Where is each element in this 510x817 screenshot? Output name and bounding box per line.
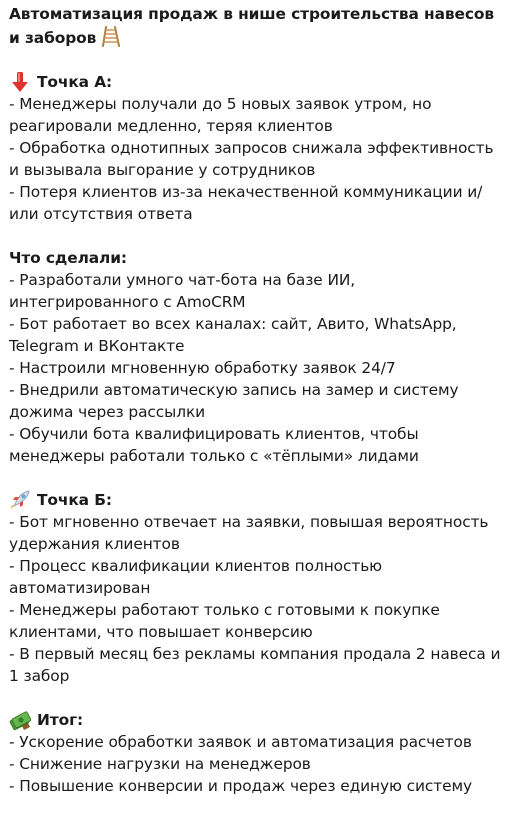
list-item: - Процесс квалификации клиентов полностью автоматизирован — [9, 557, 383, 597]
section-result — [9, 709, 504, 797]
list-item: - Менеджеры работают только с готовыми к покупке клиентами, что повышает конверсию — [9, 601, 440, 641]
section-what-done — [9, 247, 504, 467]
section-point-a-title: Точка А: — [37, 73, 113, 91]
list-item: - Разработали умного чат-бота на базе ИИ, интегрированного с AmoCRM — [9, 271, 356, 311]
section-result-heading — [9, 709, 504, 731]
list-item: - Обучили бота квалифицировать клиентов, чтобы менеджеры работали только с «тёплыми» лидами — [9, 425, 419, 465]
section-point-b-title: Точка Б: — [37, 491, 112, 509]
list-item: - Ускорение обработки заявок и автоматизация расчетов — [9, 733, 472, 751]
section-result-title: Итог: — [37, 711, 84, 729]
list-item: - Повышение конверсии и продаж через единую систему — [9, 777, 473, 795]
post-title-text: Автоматизация продаж в нише строительства навесов и заборов — [9, 5, 494, 47]
section-point-a — [9, 71, 504, 225]
list-item: - Обработка однотипных запросов снижала эффективность и вызывала выгорание у сотрудников — [9, 139, 494, 179]
rocket-icon — [9, 489, 31, 511]
ladder-icon — [100, 25, 122, 47]
section-point-b — [9, 489, 504, 687]
list-item: - Менеджеры получали до 5 новых заявок утром, но реагировали медленно, теряя клиентов — [9, 95, 432, 135]
section-what-done-title: Что сделали: — [9, 249, 127, 267]
list-item: - Снижение нагрузки на менеджеров — [9, 755, 311, 773]
list-item: - Бот мгновенно отвечает на заявки, повышая вероятность удержания клиентов — [9, 513, 489, 553]
red-down-arrow-icon — [9, 71, 31, 93]
list-item: - Потеря клиентов из-за некачественной коммуникации и/или отсутствия ответа — [9, 183, 483, 223]
section-point-a-heading — [9, 71, 504, 93]
money-bag-icon — [9, 709, 31, 731]
section-what-done-heading — [9, 247, 504, 269]
list-item: - Настроили мгновенную обработку заявок 24/7 — [9, 359, 396, 377]
post-title — [9, 3, 504, 49]
list-item: - В первый месяц без рекламы компания продала 2 навеса и 1 забор — [9, 645, 501, 685]
list-item: - Внедрили автоматическую запись на замер и систему дожима через рассылки — [9, 381, 459, 421]
section-point-b-heading — [9, 489, 504, 511]
list-item: - Бот работает во всех каналах: сайт, Авито, WhatsApp, Telegram и ВКонтакте — [9, 315, 457, 355]
